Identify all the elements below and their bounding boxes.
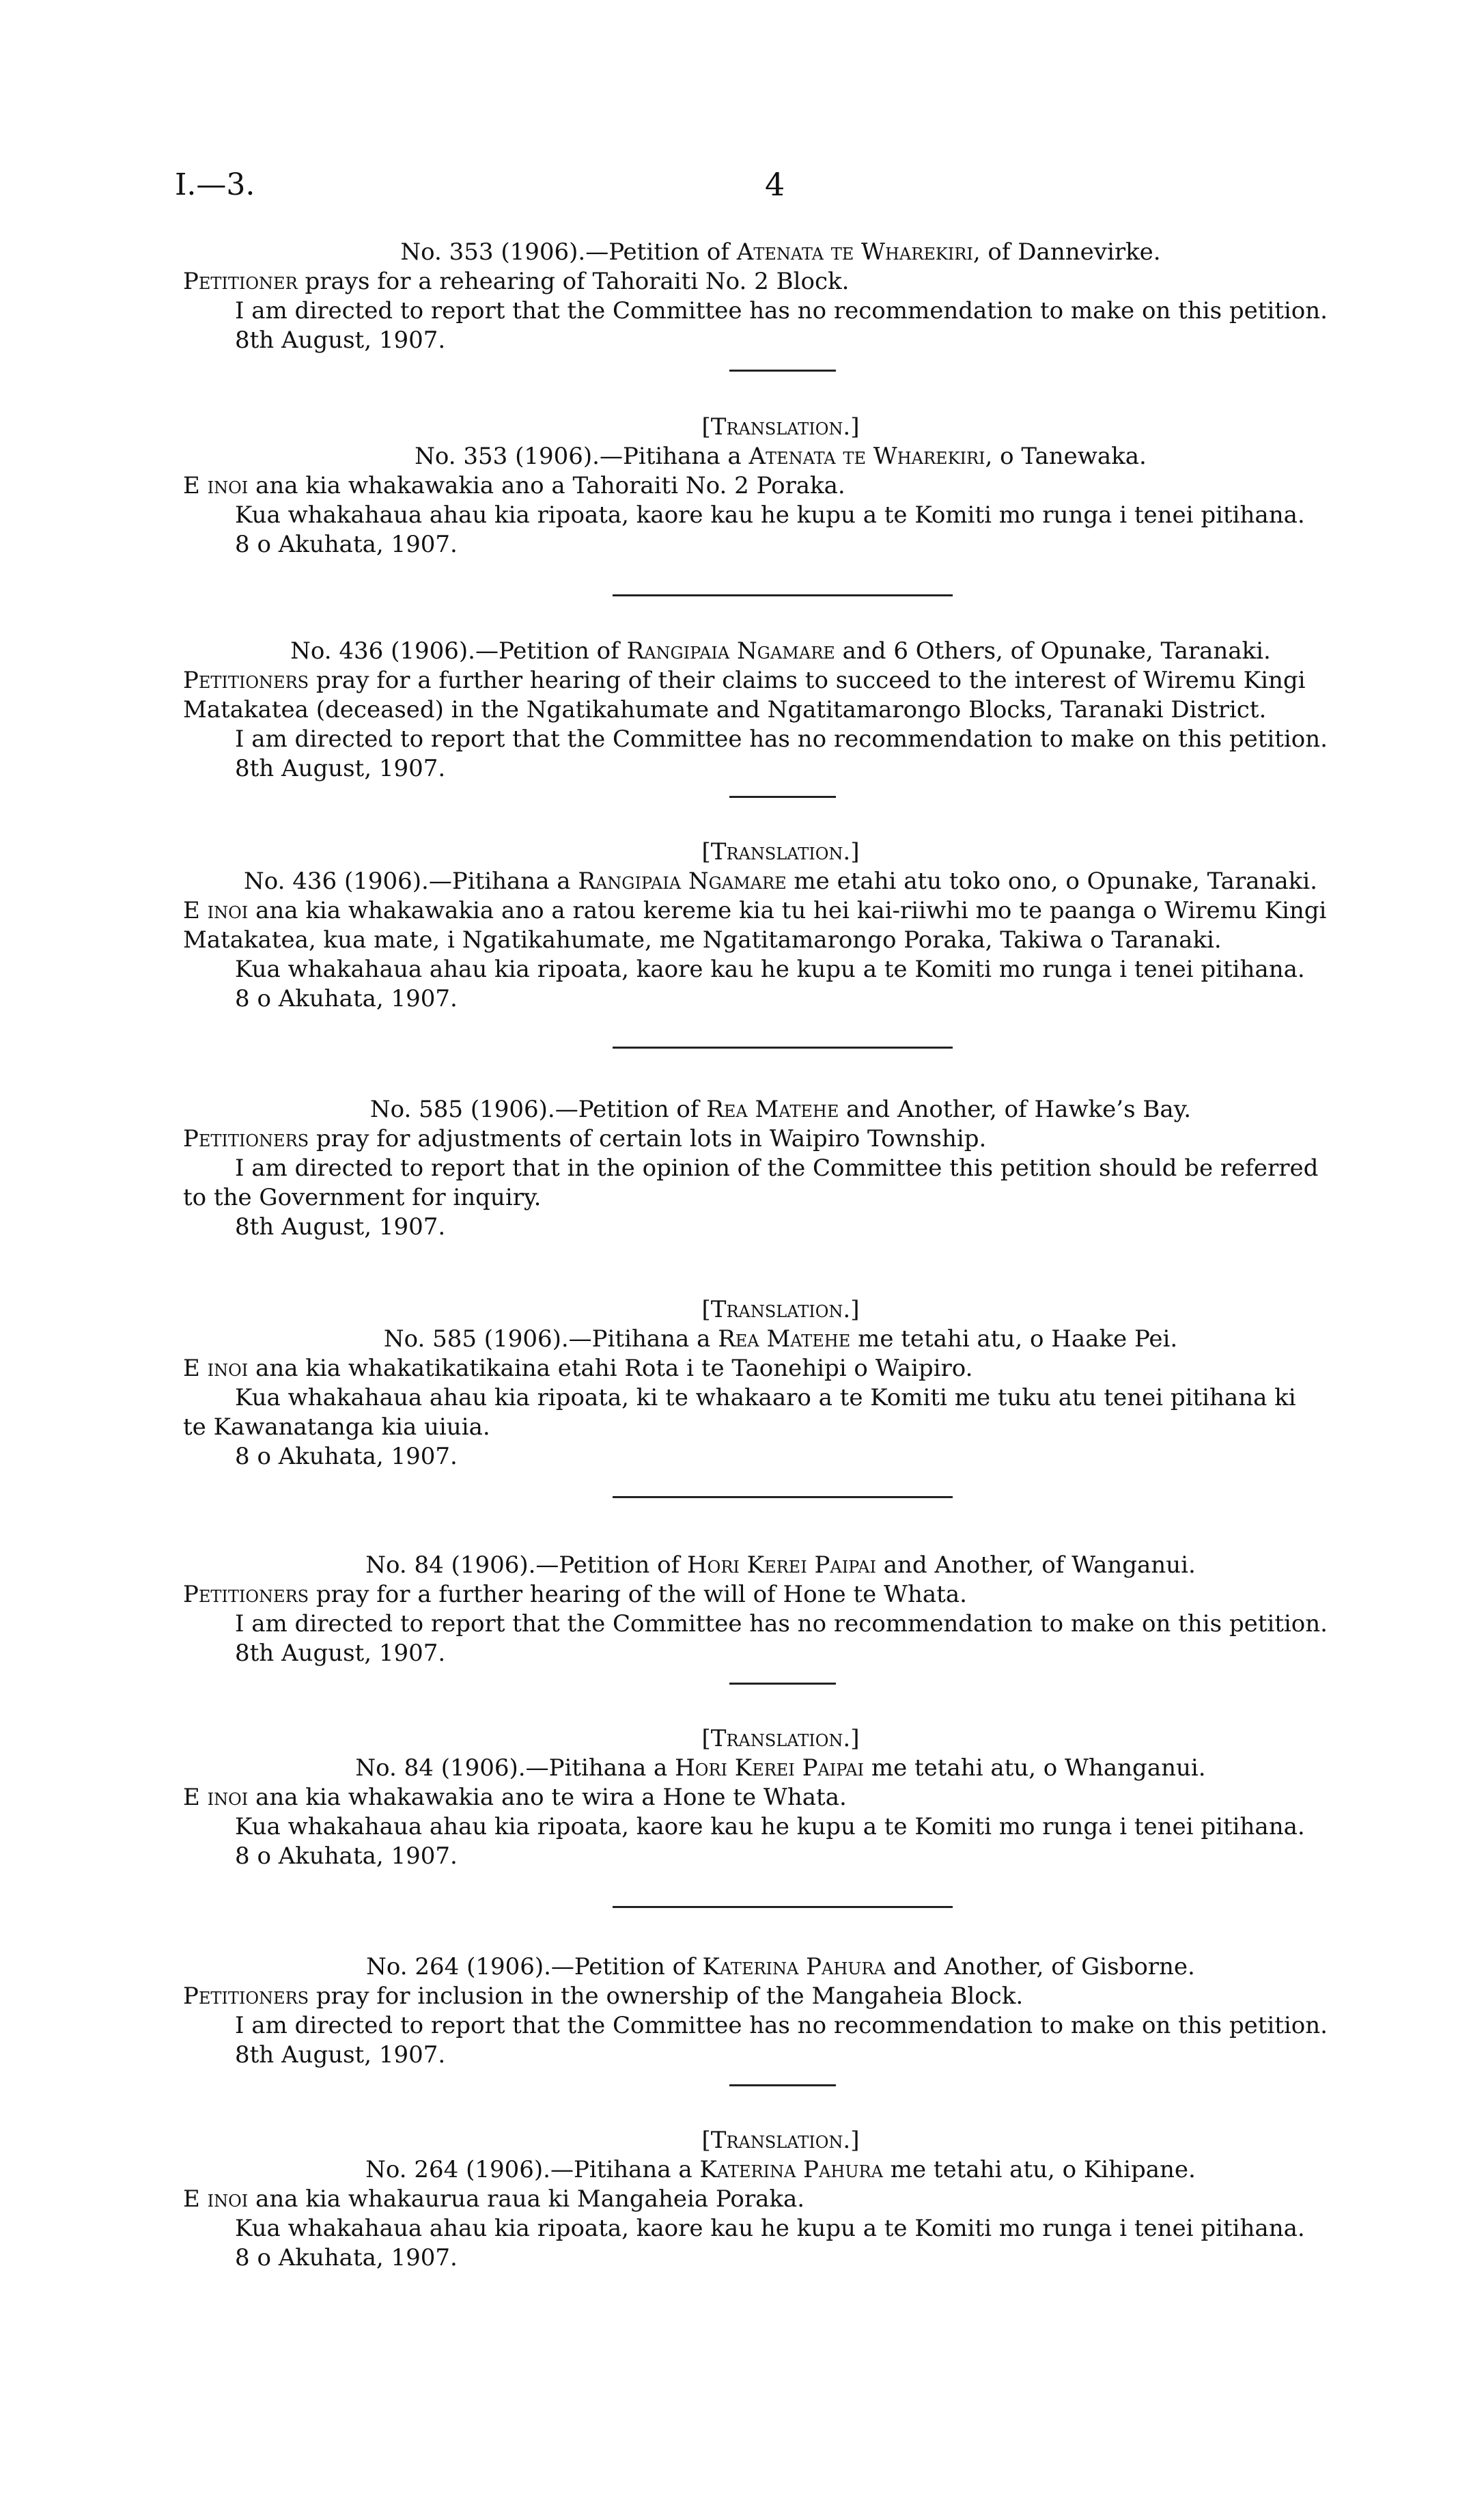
petition-prayer: E inoi ana kia whakatikatikaina etahi Rota i te Taonehipi o Waipiro. [183, 1355, 973, 1382]
petition-353-translation [183, 413, 1378, 559]
short-divider [729, 2084, 836, 2086]
report-date: 8 o Akuhata, 1907. [235, 531, 458, 558]
report-date: 8 o Akuhata, 1907. [235, 2244, 458, 2271]
petition-title: No. 436 (1906).—Petition of Rangipaia Ngamare and 6 Others, of Opunake, Taranaki. [290, 637, 1271, 665]
short-divider [729, 370, 836, 372]
report-date: 8th August, 1907. [235, 755, 446, 782]
committee-report: Kua whakahaua ahau kia ripoata, kaore kau he kupu a te Komiti mo runga i tenei pitihana. [235, 956, 1305, 983]
petition-prayer: Petitioner prays for a rehearing of Tahoraiti No. 2 Block. [183, 268, 850, 295]
committee-report: I am directed to report that the Committee has no recommendation to make on this petition. [235, 1610, 1328, 1638]
petition-title: No. 264 (1906).—Pitihana a Katerina Pahura me tetahi atu, o Kihipane. [365, 2156, 1196, 2183]
petition-585-english [183, 1095, 1378, 1242]
translation-heading: [Translation.] [701, 413, 860, 441]
committee-report: Kua whakahaua ahau kia ripoata, kaore kau he kupu a te Komiti mo runga i tenei pitihana. [235, 501, 1305, 529]
report-date: 8th August, 1907. [235, 1213, 446, 1241]
petition-84-translation [183, 1724, 1378, 1871]
petition-prayer-continued: Matakatea (deceased) in the Ngatikahumate and Ngatitamarongo Blocks, Taranaki District. [183, 696, 1267, 723]
committee-report-continued: te Kawanatanga kia uiuia. [183, 1413, 490, 1441]
committee-report: Kua whakahaua ahau kia ripoata, ki te whakaaro a te Komiti me tuku atu tenei pitihana ki [235, 1384, 1296, 1411]
committee-report-continued: to the Government for inquiry. [183, 1184, 542, 1211]
petition-prayer: Petitioners pray for a further hearing of the will of Hone te Whata. [183, 1581, 967, 1608]
committee-report: I am directed to report that the Committee has no recommendation to make on this petition. [235, 297, 1328, 324]
petition-264-translation [183, 2126, 1378, 2273]
petition-title: No. 84 (1906).—Petition of Hori Kerei Paipai and Another, of Wanganui. [365, 1551, 1196, 1579]
petition-436-translation [183, 838, 1378, 1014]
petition-title: No. 84 (1906).—Pitihana a Hori Kerei Paipai me tetahi atu, o Whanganui. [355, 1754, 1206, 1782]
committee-report: I am directed to report that the Committee has no recommendation to make on this petition. [235, 726, 1328, 753]
petition-title: No. 585 (1906).—Pitihana a Rea Matehe me tetahi atu, o Haake Pei. [383, 1325, 1178, 1353]
long-divider [613, 1906, 953, 1908]
petition-264-english [183, 1952, 1378, 2070]
petition-title: No. 436 (1906).—Pitihana a Rangipaia Ngamare me etahi atu toko ono, o Opunake, Taranaki. [244, 868, 1317, 895]
translation-heading: [Translation.] [701, 2127, 860, 2154]
petition-prayer: Petitioners pray for inclusion in the ownership of the Mangaheia Block. [183, 1982, 1024, 2010]
long-divider [613, 594, 953, 596]
short-divider [729, 1683, 836, 1685]
report-date: 8 o Akuhata, 1907. [235, 1842, 458, 1870]
report-date: 8th August, 1907. [235, 327, 446, 354]
short-divider [729, 796, 836, 798]
report-date: 8th August, 1907. [235, 2041, 446, 2069]
petition-prayer: Petitioners pray for adjustments of certain lots in Waipiro Township. [183, 1125, 987, 1152]
petition-title: No. 264 (1906).—Petition of Katerina Pahura and Another, of Gisborne. [366, 1953, 1195, 1980]
report-date: 8 o Akuhata, 1907. [235, 1443, 458, 1470]
petition-prayer: E inoi ana kia whakawakia ano a Tahoraiti No. 2 Poraka. [183, 472, 845, 499]
committee-report: I am directed to report that the Committee has no recommendation to make on this petition. [235, 2012, 1328, 2039]
page-number: 4 [765, 166, 785, 203]
long-divider [613, 1496, 953, 1498]
petition-353-english [183, 238, 1378, 355]
petition-585-translation [183, 1295, 1378, 1471]
petition-title: No. 353 (1906).—Petition of Atenata te Wharekiri, of Dannevirke. [400, 238, 1161, 266]
petition-prayer: E inoi ana kia whakaurua raua ki Mangaheia Poraka. [183, 2185, 805, 2213]
petition-title: No. 353 (1906).—Pitihana a Atenata te Wharekiri, o Tanewaka. [415, 443, 1147, 470]
committee-report: Kua whakahaua ahau kia ripoata, kaore kau he kupu a te Komiti mo runga i tenei pitihana. [235, 2215, 1305, 2242]
translation-heading: [Translation.] [701, 1725, 860, 1752]
petition-prayer-continued: Matakatea, kua mate, i Ngatikahumate, me Ngatitamarongo Poraka, Takiwa o Taranaki. [183, 926, 1222, 954]
petition-title: No. 585 (1906).—Petition of Rea Matehe and Another, of Hawke’s Bay. [369, 1096, 1192, 1123]
long-divider [613, 1047, 953, 1049]
translation-heading: [Translation.] [701, 838, 860, 866]
translation-heading: [Translation.] [701, 1296, 860, 1323]
petition-84-english [183, 1551, 1378, 1668]
committee-report: I am directed to report that in the opinion of the Committee this petition should be referred [235, 1155, 1319, 1182]
committee-report: Kua whakahaua ahau kia ripoata, kaore kau he kupu a te Komiti mo runga i tenei pitihana. [235, 1813, 1305, 1840]
petition-prayer: E inoi ana kia whakawakia ano te wira a Hone te Whata. [183, 1784, 847, 1811]
report-date: 8th August, 1907. [235, 1640, 446, 1667]
report-date: 8 o Akuhata, 1907. [235, 985, 458, 1012]
petition-436-english [183, 637, 1378, 784]
petition-prayer: Petitioners pray for a further hearing of their claims to succeed to the interest of Wiremu Kingi [183, 667, 1306, 694]
petition-prayer: E inoi ana kia whakawakia ano a ratou kereme kia tu hei kai-riiwhi mo te paanga o Wiremu Kingi [183, 897, 1327, 924]
paper-reference: I.—3. [175, 167, 255, 202]
